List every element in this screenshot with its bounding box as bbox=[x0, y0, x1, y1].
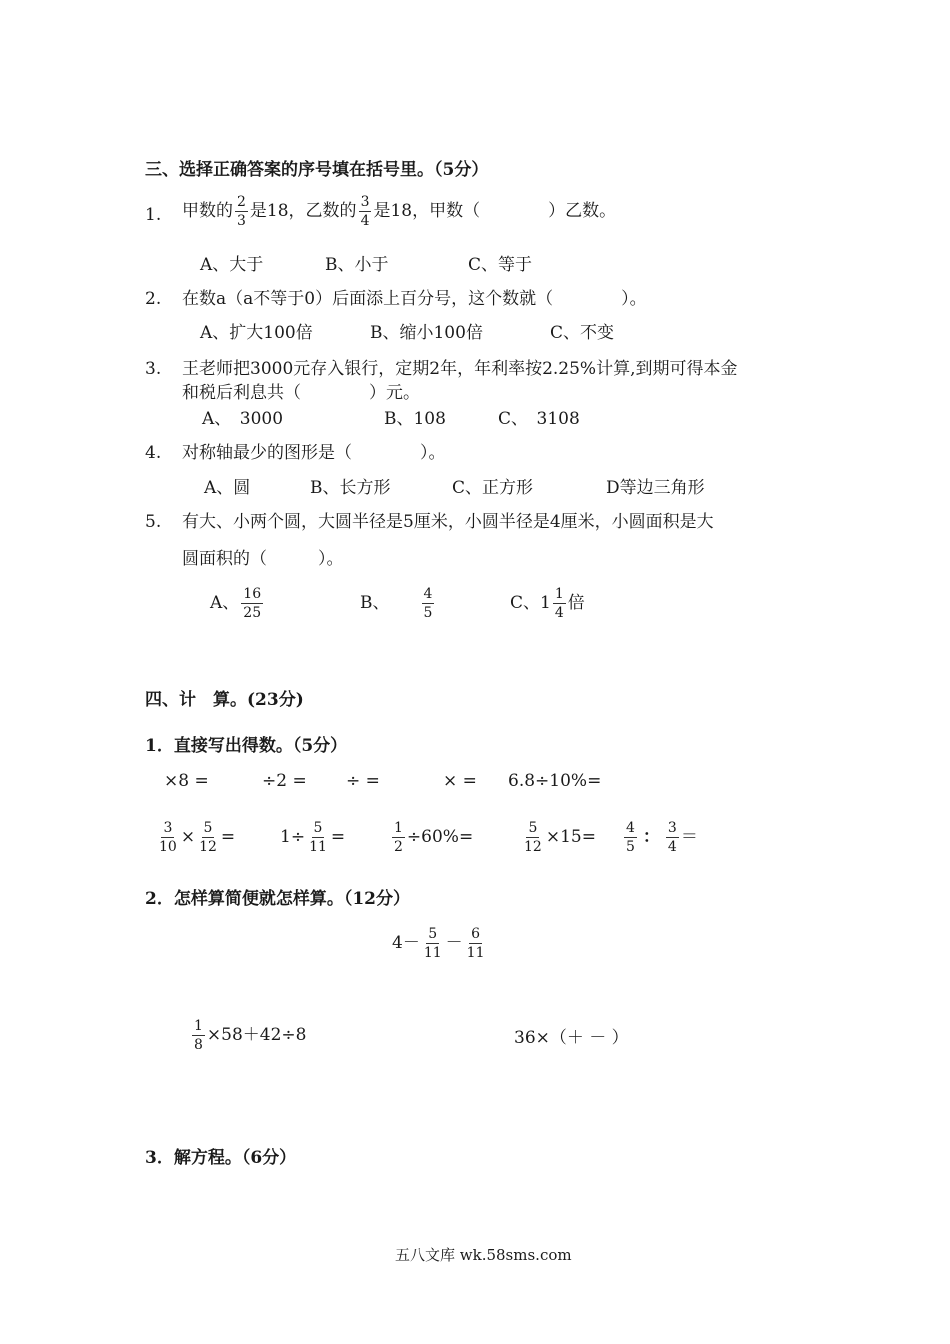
q5-option-c-fraction bbox=[553, 586, 566, 621]
part1-expr5-fraction2 bbox=[666, 820, 679, 855]
q3-text-line1: 王老师把3000元存入银行，定期2年，年利率按2.25%计算,到期可得本金 bbox=[182, 359, 738, 379]
q5-c-denominator: 4 bbox=[554, 605, 564, 622]
p2e2-d: 8 bbox=[194, 1037, 203, 1054]
part2-expr2-fraction bbox=[192, 1018, 205, 1053]
e2-d: 11 bbox=[309, 839, 327, 856]
e1-n2: 5 bbox=[202, 820, 215, 838]
e4-post: ×15= bbox=[545, 827, 596, 848]
part1-expr3 bbox=[390, 820, 473, 855]
e5-n1: 4 bbox=[624, 820, 637, 838]
part2-expr1-fraction1 bbox=[422, 926, 444, 961]
p2e1-n2: 6 bbox=[469, 926, 482, 944]
part2-expr1 bbox=[392, 926, 488, 961]
q1-number: 1. bbox=[145, 205, 162, 225]
e1-d1: 10 bbox=[159, 839, 177, 856]
part1-row1-item4: × = bbox=[443, 771, 477, 791]
part1-row1-item3: ÷ = bbox=[346, 771, 380, 791]
e4-n: 5 bbox=[526, 820, 539, 838]
part1-expr1 bbox=[155, 820, 235, 855]
q2-text: 在数a（a不等于0）后面添上百分号，这个数就（ ）。 bbox=[182, 289, 647, 309]
q5-a-numerator: 16 bbox=[241, 586, 263, 604]
q2-option-a: A、扩大100倍 bbox=[200, 323, 313, 343]
q4-option-c: C、正方形 bbox=[452, 478, 534, 498]
e4-d: 12 bbox=[524, 839, 542, 856]
q5-option-c-suffix: 倍 bbox=[567, 593, 585, 614]
section4-title: 四、计 算。(23分) bbox=[145, 690, 304, 710]
part3-title: 3．解方程。（6分） bbox=[145, 1148, 297, 1168]
e5-n2: 3 bbox=[666, 820, 679, 838]
part1-title: 1．直接写出得数。（5分） bbox=[145, 736, 348, 756]
q2-option-c: C、不变 bbox=[550, 323, 615, 343]
p2e1-op: － bbox=[445, 933, 463, 954]
part1-expr5-fraction1 bbox=[624, 820, 637, 855]
q1-f2-denominator: 4 bbox=[360, 213, 370, 230]
q1-text-part3: 是18，甲数（ ）乙数。 bbox=[373, 201, 617, 222]
q1-option-c: C、等于 bbox=[468, 255, 533, 275]
q3-number: 3. bbox=[145, 359, 162, 379]
q5-a-denominator: 25 bbox=[243, 605, 262, 622]
p2e2-n: 1 bbox=[192, 1018, 205, 1036]
q1-fraction-2 bbox=[359, 194, 372, 229]
q3-option-b: B、108 bbox=[384, 409, 446, 429]
e1-op: × bbox=[180, 827, 196, 848]
e5-op: ： bbox=[642, 827, 660, 848]
q4-option-b: B、长方形 bbox=[310, 478, 391, 498]
part1-expr4 bbox=[520, 820, 596, 855]
q4-number: 4. bbox=[145, 443, 162, 463]
q5-text-line1: 有大、小两个圆，大圆半径是5厘米，小圆半径是4厘米，小圆面积是大 bbox=[182, 512, 714, 532]
part1-row1-item5: 6.8÷10%= bbox=[508, 771, 602, 791]
e2-pre: 1÷ bbox=[280, 827, 306, 848]
q5-option-b-fraction bbox=[422, 586, 435, 621]
q3-option-c: C、 3108 bbox=[498, 409, 580, 429]
part2-title: 2．怎样算简便就怎样算。（12分） bbox=[145, 889, 410, 909]
p2e1-d2: 11 bbox=[466, 945, 485, 962]
q1-text bbox=[182, 194, 616, 229]
q3-option-a: A、 3000 bbox=[202, 409, 284, 429]
q5-b-numerator: 4 bbox=[422, 586, 435, 604]
q5-option-a-fraction bbox=[241, 586, 263, 621]
q5-option-c-label: C、1 bbox=[510, 593, 551, 614]
e1-n1: 3 bbox=[161, 820, 174, 838]
e3-post: ÷60%= bbox=[406, 827, 474, 848]
q3-text-line2: 和税后利息共（ ）元。 bbox=[182, 383, 420, 403]
part1-expr1-fraction1 bbox=[157, 820, 179, 855]
p2e1-pre: 4－ bbox=[392, 933, 420, 954]
q1-text-part1: 甲数的 bbox=[182, 201, 233, 222]
section3-title: 三、选择正确答案的序号填在括号里。（5分） bbox=[145, 160, 489, 180]
e3-n: 1 bbox=[392, 820, 405, 838]
q5-option-b-label: B、 bbox=[360, 593, 390, 614]
e5-eq: ＝ bbox=[680, 827, 698, 848]
q2-option-b: B、缩小100倍 bbox=[370, 323, 483, 343]
q5-option-c bbox=[510, 586, 585, 621]
q1-option-a: A、大于 bbox=[200, 255, 264, 275]
q1-fraction-1 bbox=[235, 194, 248, 229]
part2-expr2 bbox=[190, 1018, 307, 1053]
part1-expr3-fraction bbox=[392, 820, 405, 855]
q1-f1-denominator: 3 bbox=[237, 213, 246, 230]
e2-n: 5 bbox=[312, 820, 325, 838]
q4-option-a: A、圆 bbox=[204, 478, 251, 498]
q4-option-d: D等边三角形 bbox=[606, 478, 705, 498]
e1-eq: = bbox=[220, 827, 236, 848]
p2e1-d1: 11 bbox=[423, 945, 442, 962]
part1-expr4-fraction bbox=[522, 820, 544, 855]
q5-number: 5. bbox=[145, 512, 162, 532]
part1-expr1-fraction2 bbox=[197, 820, 219, 855]
q1-f2-numerator: 3 bbox=[359, 194, 372, 212]
q1-option-b: B、小于 bbox=[325, 255, 389, 275]
part2-expr3: 36×（＋ － ） bbox=[514, 1028, 629, 1048]
part1-expr2-fraction bbox=[307, 820, 329, 855]
q5-option-b bbox=[360, 586, 436, 621]
part2-expr1-fraction2 bbox=[465, 926, 487, 961]
q4-text: 对称轴最少的图形是（ ）。 bbox=[182, 443, 446, 463]
q5-text-line2: 圆面积的（ ）。 bbox=[182, 549, 344, 569]
part1-row1-item2: ÷2 = bbox=[262, 771, 307, 791]
footer-watermark: 五八文库 wk.58sms.com bbox=[395, 1246, 572, 1264]
e5-d2: 4 bbox=[667, 839, 677, 856]
q5-b-denominator: 5 bbox=[423, 605, 433, 622]
part1-expr2 bbox=[280, 820, 345, 855]
q5-c-numerator: 1 bbox=[553, 586, 566, 604]
q5-option-a bbox=[210, 586, 265, 621]
e2-eq: = bbox=[330, 827, 346, 848]
q1-f1-numerator: 2 bbox=[235, 194, 248, 212]
part1-expr5 bbox=[622, 820, 698, 855]
q2-number: 2. bbox=[145, 289, 162, 309]
e5-d1: 5 bbox=[626, 839, 635, 856]
q5-option-a-label: A、 bbox=[210, 593, 240, 614]
p2e2-post: ×58＋42÷8 bbox=[206, 1025, 307, 1046]
e1-d2: 12 bbox=[199, 839, 217, 856]
q1-text-part2: 是18，乙数的 bbox=[249, 201, 357, 222]
part1-row1-item1: ×8 = bbox=[164, 771, 209, 791]
p2e1-n1: 5 bbox=[426, 926, 439, 944]
e3-d: 2 bbox=[394, 839, 403, 856]
